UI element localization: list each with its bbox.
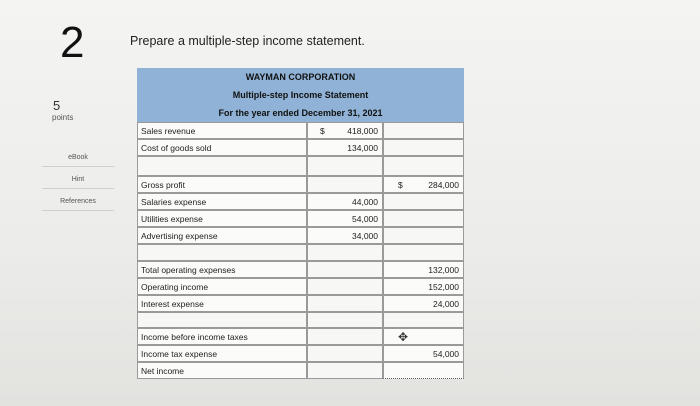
gross-profit-label: Gross profit [141, 180, 185, 190]
ebook-button[interactable]: eBook [42, 150, 114, 167]
empty-amount-cell[interactable] [307, 156, 383, 176]
total-cell[interactable] [383, 139, 464, 156]
gross-profit-total: 284,000 [428, 180, 459, 190]
hint-button[interactable]: Hint [42, 172, 114, 189]
total-cell[interactable] [383, 210, 464, 227]
salaries-label: Salaries expense [141, 197, 207, 207]
references-button[interactable]: References [42, 194, 114, 211]
row-label-cell[interactable] [137, 362, 307, 379]
empty-amount-cell[interactable] [307, 312, 383, 328]
utilities-amount: 54,000 [352, 214, 378, 224]
utilities-label: Utilities expense [141, 214, 203, 224]
move-cursor-icon: ✥ [398, 330, 409, 344]
question-number: 2 [60, 18, 85, 67]
empty-label-cell[interactable] [137, 156, 307, 176]
income-statement-worksheet [137, 68, 464, 388]
total-cell[interactable] [383, 193, 464, 210]
interest-expense-total: 24,000 [433, 299, 459, 309]
salaries-amount: 44,000 [352, 197, 378, 207]
sales-revenue-label: Sales revenue [141, 126, 196, 136]
net-income-label: Net income [141, 366, 184, 376]
total-cell[interactable] [383, 261, 464, 278]
row-label-cell[interactable] [137, 295, 307, 312]
operating-income-label: Operating income [141, 282, 209, 292]
total-cell[interactable] [383, 295, 464, 312]
cogs-label: Cost of goods sold [141, 143, 212, 153]
total-opex-label: Total operating expenses [141, 265, 236, 275]
empty-total-cell[interactable] [383, 156, 464, 176]
advertising-label: Advertising expense [141, 231, 218, 241]
company-name: WAYMAN CORPORATION [137, 68, 464, 87]
row-label-cell[interactable] [137, 122, 307, 139]
row-label-cell[interactable] [137, 210, 307, 227]
amount-cell[interactable] [307, 328, 383, 345]
income-tax-total: 54,000 [433, 349, 459, 359]
row-label-cell[interactable] [137, 193, 307, 210]
amount-cell[interactable] [307, 227, 383, 244]
total-opex-total: 132,000 [428, 265, 459, 275]
total-cell[interactable] [383, 176, 464, 193]
total-cell[interactable] [383, 328, 464, 345]
sales-revenue-amount: 418,000 [347, 126, 378, 136]
total-cell[interactable] [383, 227, 464, 244]
currency-symbol: $ [320, 126, 325, 136]
amount-cell[interactable] [307, 362, 383, 379]
row-label-cell[interactable] [137, 261, 307, 278]
net-income-total-cell[interactable] [383, 362, 464, 379]
points-value: 5 [53, 98, 61, 113]
points-label: points [52, 113, 74, 122]
row-label-cell[interactable] [137, 176, 307, 193]
total-cell[interactable] [383, 278, 464, 295]
statement-period: For the year ended December 31, 2021 [137, 104, 464, 123]
amount-cell[interactable] [307, 193, 383, 210]
amount-cell[interactable] [307, 176, 383, 193]
advertising-amount: 34,000 [352, 231, 378, 241]
empty-amount-cell[interactable] [307, 244, 383, 261]
amount-cell[interactable] [307, 122, 383, 139]
total-cell[interactable] [383, 122, 464, 139]
row-label-cell[interactable] [137, 345, 307, 362]
amount-cell[interactable] [307, 210, 383, 227]
amount-cell[interactable] [307, 261, 383, 278]
empty-label-cell[interactable] [137, 244, 307, 261]
cogs-amount: 134,000 [347, 143, 378, 153]
income-tax-label: Income tax expense [141, 349, 218, 359]
amount-cell[interactable] [307, 278, 383, 295]
row-label-cell[interactable] [137, 139, 307, 156]
statement-title: Multiple-step Income Statement [137, 86, 464, 105]
empty-label-cell[interactable] [137, 312, 307, 328]
question-prompt: Prepare a multiple-step income statement. [130, 34, 365, 48]
row-label-cell[interactable] [137, 328, 307, 345]
operating-income-total: 152,000 [428, 282, 459, 292]
amount-cell[interactable] [307, 295, 383, 312]
income-before-taxes-label: Income before income taxes [141, 332, 248, 342]
total-cell[interactable] [383, 345, 464, 362]
row-label-cell[interactable] [137, 278, 307, 295]
amount-cell[interactable] [307, 139, 383, 156]
interest-expense-label: Interest expense [141, 299, 204, 309]
currency-symbol: $ [398, 180, 403, 190]
empty-total-cell[interactable] [383, 312, 464, 328]
empty-total-cell[interactable] [383, 244, 464, 261]
amount-cell[interactable] [307, 345, 383, 362]
row-label-cell[interactable] [137, 227, 307, 244]
